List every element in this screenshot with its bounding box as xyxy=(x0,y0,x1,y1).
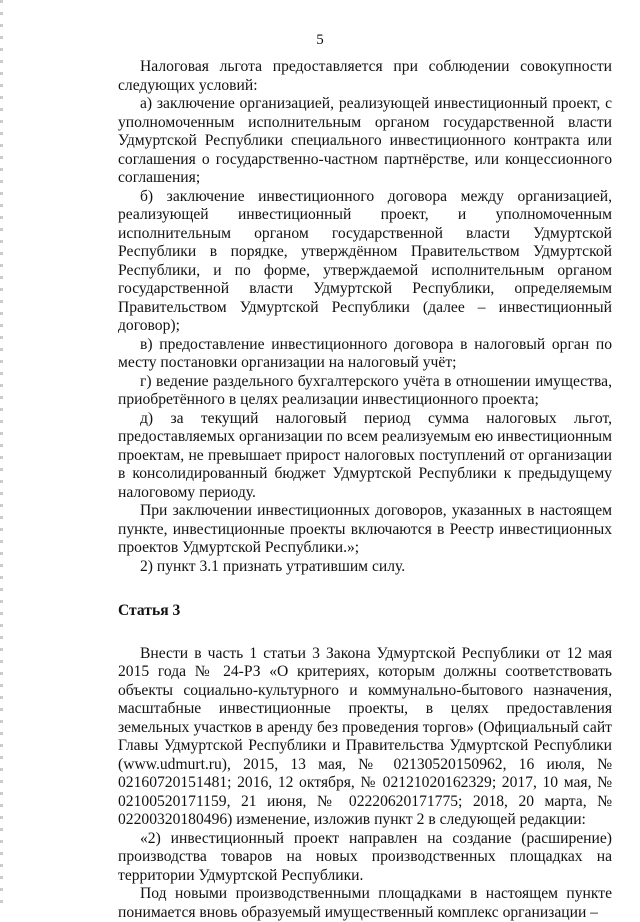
document-body xyxy=(118,58,612,922)
paragraph-registry: При заключении инвестиционных договоров, указанных в настоящем пункте, инвестиционные проекты включаются в Реестр инвестиционных проектов Удмуртской Республики.»; xyxy=(118,502,612,556)
paragraph-item-d: д) за текущий налоговый период сумма налоговых льгот, предоставляемых организации по всем реализуемым ею инвестиционным проектам, не превышает прирост налоговых поступлений от организации в консолидированный бюджет Удмуртской Республики к предыдущему налоговому периоду. xyxy=(118,409,612,501)
scan-edge xyxy=(0,0,3,905)
article-paragraph-amend: Внести в часть 1 статьи 3 Закона Удмуртской Республики от 12 мая 2015 года № 24-РЗ «О критериях, которым должны соответствовать объекты социально-культурного и коммунально-бытового назначения, масштабные инвестиционные проекты, в целях предоставления земельных участков в аренду без проведения торгов» (Официальный сайт Главы Удмуртской Республики и Правительства Удмуртской Республики (www.udmurt.ru), 2015, 13 мая, № 02130520150962, 16 июля, № 02160720151481; 2016, 12 октября, № 02121020162329; 2017, 10 мая, № 02100520171159, 21 июня, № 02220620171775; 2018, 20 марта, № 02200320180496) изменение, изложив пункт 2 в следующей редакции: xyxy=(118,644,612,828)
page-number: 5 xyxy=(316,32,324,48)
article-heading: Статья 3 xyxy=(118,602,181,619)
paragraph-intro: Налоговая льгота предоставляется при соблюдении совокупности следующих условий: xyxy=(118,58,612,94)
paragraph-item-a: а) заключение организацией, реализующей инвестиционный проект, с уполномоченным исполнительным органом государственной власти Удмуртской Республики специального инвестиционного контракта или соглашения о государственно-частном партнёрстве, или концессионного соглашения; xyxy=(118,95,612,186)
paragraph-item-b: б) заключение инвестиционного договора между организацией, реализующей инвестиционный проект, и уполномоченным исполнительным органом государственной власти Удмуртской Республики в порядке, утверждённом Правительством Удмуртской Республики, и по форме, утверждаемой исполнительным органом государственной власти Удмуртской Республики, определяемым Правительством Удмуртской Республики (далее – инвестиционный договор); xyxy=(118,187,612,334)
paragraph-item-v: в) предоставление инвестиционного договора в налоговый орган по месту постановки организации на налоговый учёт; xyxy=(118,335,612,371)
paragraph-point-2: 2) пункт 3.1 признать утратившим силу. xyxy=(140,557,406,575)
article-paragraph-definition: Под новыми производственными площадками в настоящем пункте понимается вновь образуемый имущественный комплекс организации – xyxy=(118,885,612,921)
article-paragraph-point-2: «2) инвестиционный проект направлен на создание (расширение) производства товаров на новых производственных площадках на территории Удмуртской Республики. xyxy=(118,829,612,884)
paragraph-item-g: г) ведение раздельного бухгалтерского учёта в отношении имущества, приобретённого в целях реализации инвестиционного проекта; xyxy=(118,372,612,408)
